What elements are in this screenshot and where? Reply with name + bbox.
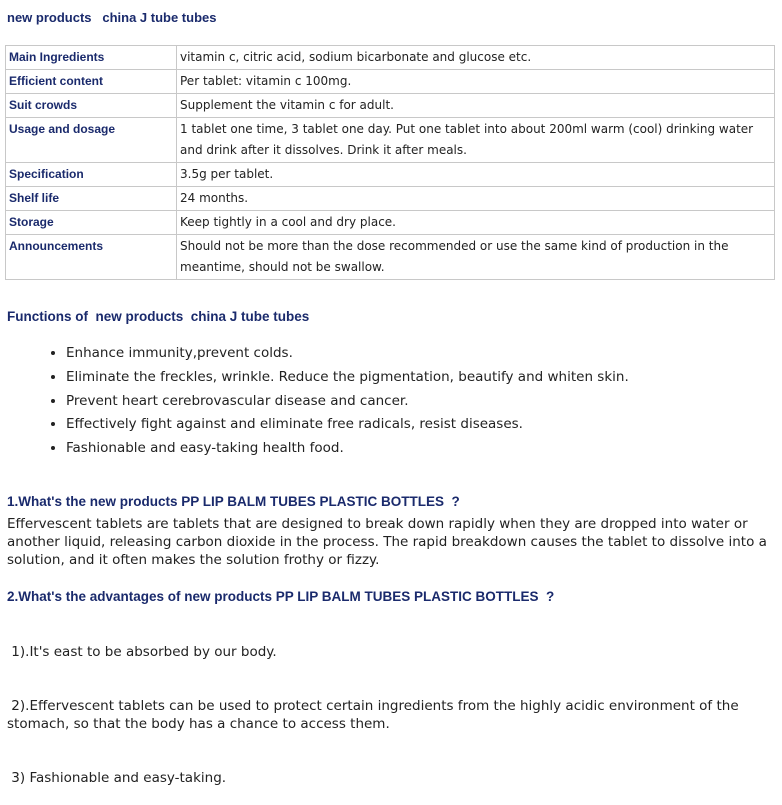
table-row [6,94,775,118]
spec-value: 3.5g per tablet. [177,163,775,187]
list-item: • Prevent heart cerebrovascular disease and cancer. [66,390,629,414]
table-row [6,235,775,280]
spec-value: Per tablet: vitamin c 100mg. [177,70,775,94]
faq-question-2: 2.What's the advantages of new products PP LIP BALM TUBES PLASTIC BOTTLES ? [7,589,555,604]
spec-value: Keep tightly in a cool and dry place. [177,211,775,235]
table-row [6,163,775,187]
spec-label: Main Ingredients [6,46,177,70]
spec-label: Shelf life [6,187,177,211]
faq-answer-1 [7,515,777,569]
faq-answer-2 [7,607,777,805]
spec-value: vitamin c, citric acid, sodium bicarbonate and glucose etc. [177,46,775,70]
spec-label: Specification [6,163,177,187]
table-row [6,70,775,94]
list-item: • Enhance immunity,prevent colds. [66,342,629,366]
spec-label: Efficient content [6,70,177,94]
spec-value: Supplement the vitamin c for adult. [177,94,775,118]
spec-value: Should not be more than the dose recommended or use the same kind of production in the meantime, should not be swallow. [177,235,775,280]
table-row [6,118,775,163]
functions-heading: Functions of new products china J tube tubes [7,309,310,324]
answer-line: 1).It's east to be absorbed by our body. [7,644,277,660]
spec-value: 1 tablet one time, 3 tablet one day. Put one tablet into about 200ml warm (cool) drinking water and drink after it dissolves. Drink it after meals. [177,118,775,163]
table-row [6,46,775,70]
spec-label: Usage and dosage [6,118,177,163]
answer-text: Effervescent tablets are tablets that are designed to break down rapidly when they are dropped into water or another liquid, releasing carbon dioxide in the process. The rapid breakdown causes the tablet to dissolve into a solution, and it often makes the solution frothy or fizzy. [7,516,767,568]
table-row [6,211,775,235]
spec-label: Announcements [6,235,177,280]
answer-line: 2).Effervescent tablets can be used to protect certain ingredients from the highly acidic environment of the stomach, so that the body has a chance to access them. [7,698,743,732]
spec-label: Suit crowds [6,94,177,118]
spec-label: Storage [6,211,177,235]
list-item: • Fashionable and easy-taking health food. [66,437,629,461]
list-item: • Eliminate the freckles, wrinkle. Reduce the pigmentation, beautify and whiten skin. [66,366,629,390]
faq-question-1: 1.What's the new products PP LIP BALM TUBES PLASTIC BOTTLES ? [7,494,460,509]
page-title: new products china J tube tubes [7,10,217,25]
spec-table [5,45,775,280]
list-item: • Effectively fight against and eliminate free radicals, resist diseases. [66,413,629,437]
functions-list [46,342,629,461]
spec-value: 24 months. [177,187,775,211]
table-row [6,187,775,211]
answer-line: 3) Fashionable and easy-taking. [7,770,227,786]
